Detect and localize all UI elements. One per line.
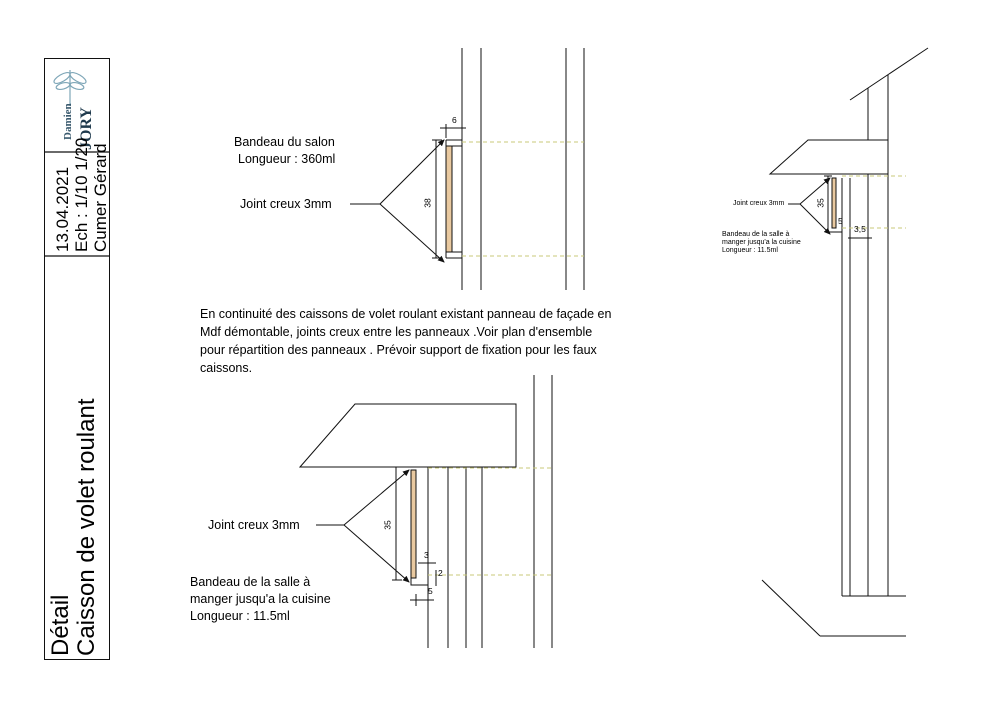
right-dim-small: 5 — [838, 216, 843, 226]
construction-note: En continuité des caissons de volet roulant existant panneau de façade en Mdf démontable, joints creux entre les panneaux .Voir plan d'ensemble pour répartition des panneaux . Prévoir support de fixation pour les faux caissons. — [200, 307, 612, 375]
drawing-date: 13.04.2021 — [53, 166, 72, 252]
top-dim-width: 6 — [452, 115, 457, 125]
right-length-label: Longueur : 11.5ml — [722, 247, 778, 254]
document-title: Caisson de volet roulant — [73, 398, 100, 656]
drawing-scale: Ech : 1/10 1/20 — [72, 137, 91, 252]
top-length-label: Longueur : 360ml — [238, 152, 336, 166]
right-bandeau-label-1: Bandeau de la salle à — [722, 231, 790, 238]
top-joint-label: Joint creux 3mm — [240, 197, 332, 211]
bottom-dim-height: 35 — [382, 520, 393, 530]
bottom-length-label: Longueur : 11.5ml — [190, 609, 290, 623]
right-bandeau-label-2: manger jusqu'a la cuisine — [722, 239, 801, 246]
client-name: Cumer Gérard — [91, 143, 110, 252]
right-joint-label: Joint creux 3mm — [733, 200, 785, 207]
bottom-dim-small-a: 2 — [438, 568, 443, 578]
logo-name: Damien — [62, 103, 74, 140]
right-dim-depth: 3,5 — [854, 224, 866, 234]
bottom-dim-small-b: 5 — [428, 586, 433, 596]
document-type: Détail — [47, 594, 74, 656]
logo-brand: JORY — [78, 107, 95, 150]
right-dim-height: 35 — [815, 198, 826, 208]
bottom-bandeau-label-2: manger jusqu'a la cuisine — [190, 592, 331, 606]
detail-right-drawing — [762, 48, 928, 636]
detail-bottom-drawing — [300, 375, 552, 648]
bottom-dim-width: 3 — [424, 550, 429, 560]
bottom-bandeau-label-1: Bandeau de la salle à — [190, 575, 311, 589]
top-bandeau-label: Bandeau du salon — [234, 135, 335, 149]
top-dim-height: 38 — [422, 198, 433, 208]
detail-top-drawing — [350, 48, 584, 290]
bottom-joint-label: Joint creux 3mm — [208, 518, 300, 532]
